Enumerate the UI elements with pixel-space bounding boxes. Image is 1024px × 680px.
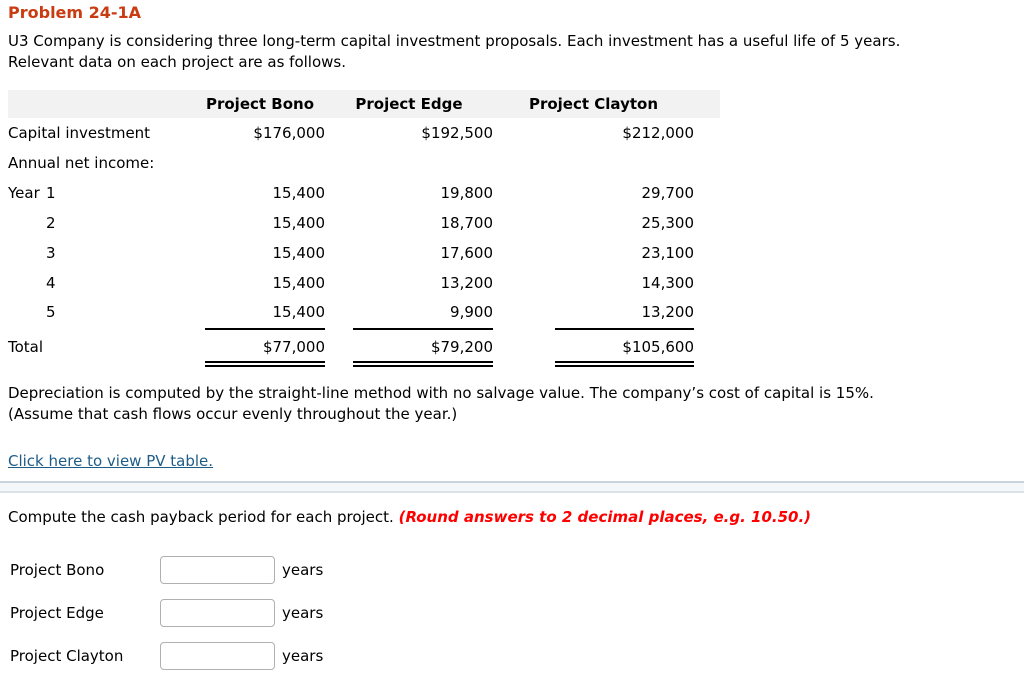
- year-number: 5: [46, 303, 56, 321]
- answer-label-bono: Project Bono: [10, 561, 105, 579]
- capital-investment-label: Capital investment: [8, 124, 151, 142]
- year-row-label: [8, 238, 195, 268]
- year-number: 2: [46, 214, 56, 232]
- task-instruction: [8, 507, 1016, 527]
- year-number: 1: [46, 184, 56, 202]
- total-row: [8, 330, 720, 367]
- annual-net-income-label: Annual net income:: [8, 154, 155, 172]
- cell-value: 15,400: [272, 244, 325, 262]
- cell-value: 18,700: [440, 214, 493, 232]
- year-row-5: [8, 298, 720, 330]
- cell-value: 15,400: [272, 214, 325, 232]
- year-row-4: [8, 268, 720, 298]
- rounding-note: (Round answers to 2 decimal places, e.g. 10.50.): [398, 508, 812, 526]
- section-divider: [0, 481, 1024, 493]
- total-bono: $77,000: [195, 330, 325, 367]
- answer-label-clayton: Project Clayton: [10, 647, 124, 665]
- cell-value: 9,900: [325, 298, 493, 330]
- intro-paragraph: [8, 31, 1016, 73]
- cell-value: 25,300: [641, 214, 694, 232]
- year-word: Year: [8, 184, 40, 202]
- page-title: Problem 24-1A: [8, 3, 142, 22]
- cell-value: 23,100: [641, 244, 694, 262]
- answers-section: [8, 555, 1016, 671]
- year-number: 4: [46, 274, 56, 292]
- cell-value: 15,400: [272, 184, 325, 202]
- annual-net-income-row: [8, 148, 720, 178]
- capital-clayton: $212,000: [622, 124, 694, 142]
- year-row-2: [8, 208, 720, 238]
- cell-value: 14,300: [641, 274, 694, 292]
- col-header-bono: Project Bono: [195, 90, 325, 118]
- answer-label-edge: Project Edge: [10, 604, 104, 622]
- cell-value: 19,800: [440, 184, 493, 202]
- cell-value: 15,400: [272, 274, 325, 292]
- task-text: Compute the cash payback period for each project.: [8, 508, 394, 526]
- pv-table-link[interactable]: Click here to view PV table.: [8, 452, 214, 470]
- intro-line-1: U3 Company is considering three long-term capital investment proposals. Each investment has a useful life of 5 years.: [8, 32, 901, 50]
- answer-row-clayton: [10, 641, 1016, 671]
- year-number: 3: [46, 244, 56, 262]
- capital-bono: $176,000: [253, 124, 325, 142]
- payback-input-clayton[interactable]: [160, 642, 275, 670]
- depreciation-line-2: (Assume that cash flows occur evenly throughout the year.): [8, 405, 458, 423]
- answer-row-bono: [10, 555, 1016, 585]
- total-clayton: $105,600: [493, 330, 694, 367]
- years-suffix: years: [282, 604, 324, 622]
- answer-row-edge: [10, 598, 1016, 628]
- year-row-1: [8, 178, 720, 208]
- cell-value: 13,200: [440, 274, 493, 292]
- year-row-label: [8, 268, 195, 298]
- header-spacer-cell: [8, 90, 195, 118]
- cell-value: 13,200: [493, 298, 694, 330]
- assignment-page: [0, 4, 1024, 671]
- year-row-label: [8, 298, 195, 330]
- project-data-table: [8, 90, 720, 367]
- intro-line-2: Relevant data on each project are as follows.: [8, 53, 346, 71]
- year-row-label: [8, 208, 195, 238]
- depreciation-note: [8, 383, 1016, 425]
- year-row-label: [8, 178, 195, 208]
- table-header-row: [8, 90, 720, 118]
- years-suffix: years: [282, 561, 324, 579]
- capital-edge: $192,500: [421, 124, 493, 142]
- years-suffix: years: [282, 647, 324, 665]
- col-header-clayton: Project Clayton: [493, 90, 694, 118]
- total-label: Total: [8, 338, 44, 356]
- total-edge: $79,200: [325, 330, 493, 367]
- payback-input-edge[interactable]: [160, 599, 275, 627]
- depreciation-line-1: Depreciation is computed by the straight-line method with no salvage value. The company’s cost of capital is 15%.: [8, 384, 874, 402]
- cell-value: 29,700: [641, 184, 694, 202]
- capital-investment-row: [8, 118, 720, 148]
- col-header-edge: Project Edge: [325, 90, 493, 118]
- payback-input-bono[interactable]: [160, 556, 275, 584]
- year-row-3: [8, 238, 720, 268]
- cell-value: 17,600: [440, 244, 493, 262]
- cell-value: 15,400: [195, 298, 325, 330]
- header-filler-cell: [694, 90, 720, 118]
